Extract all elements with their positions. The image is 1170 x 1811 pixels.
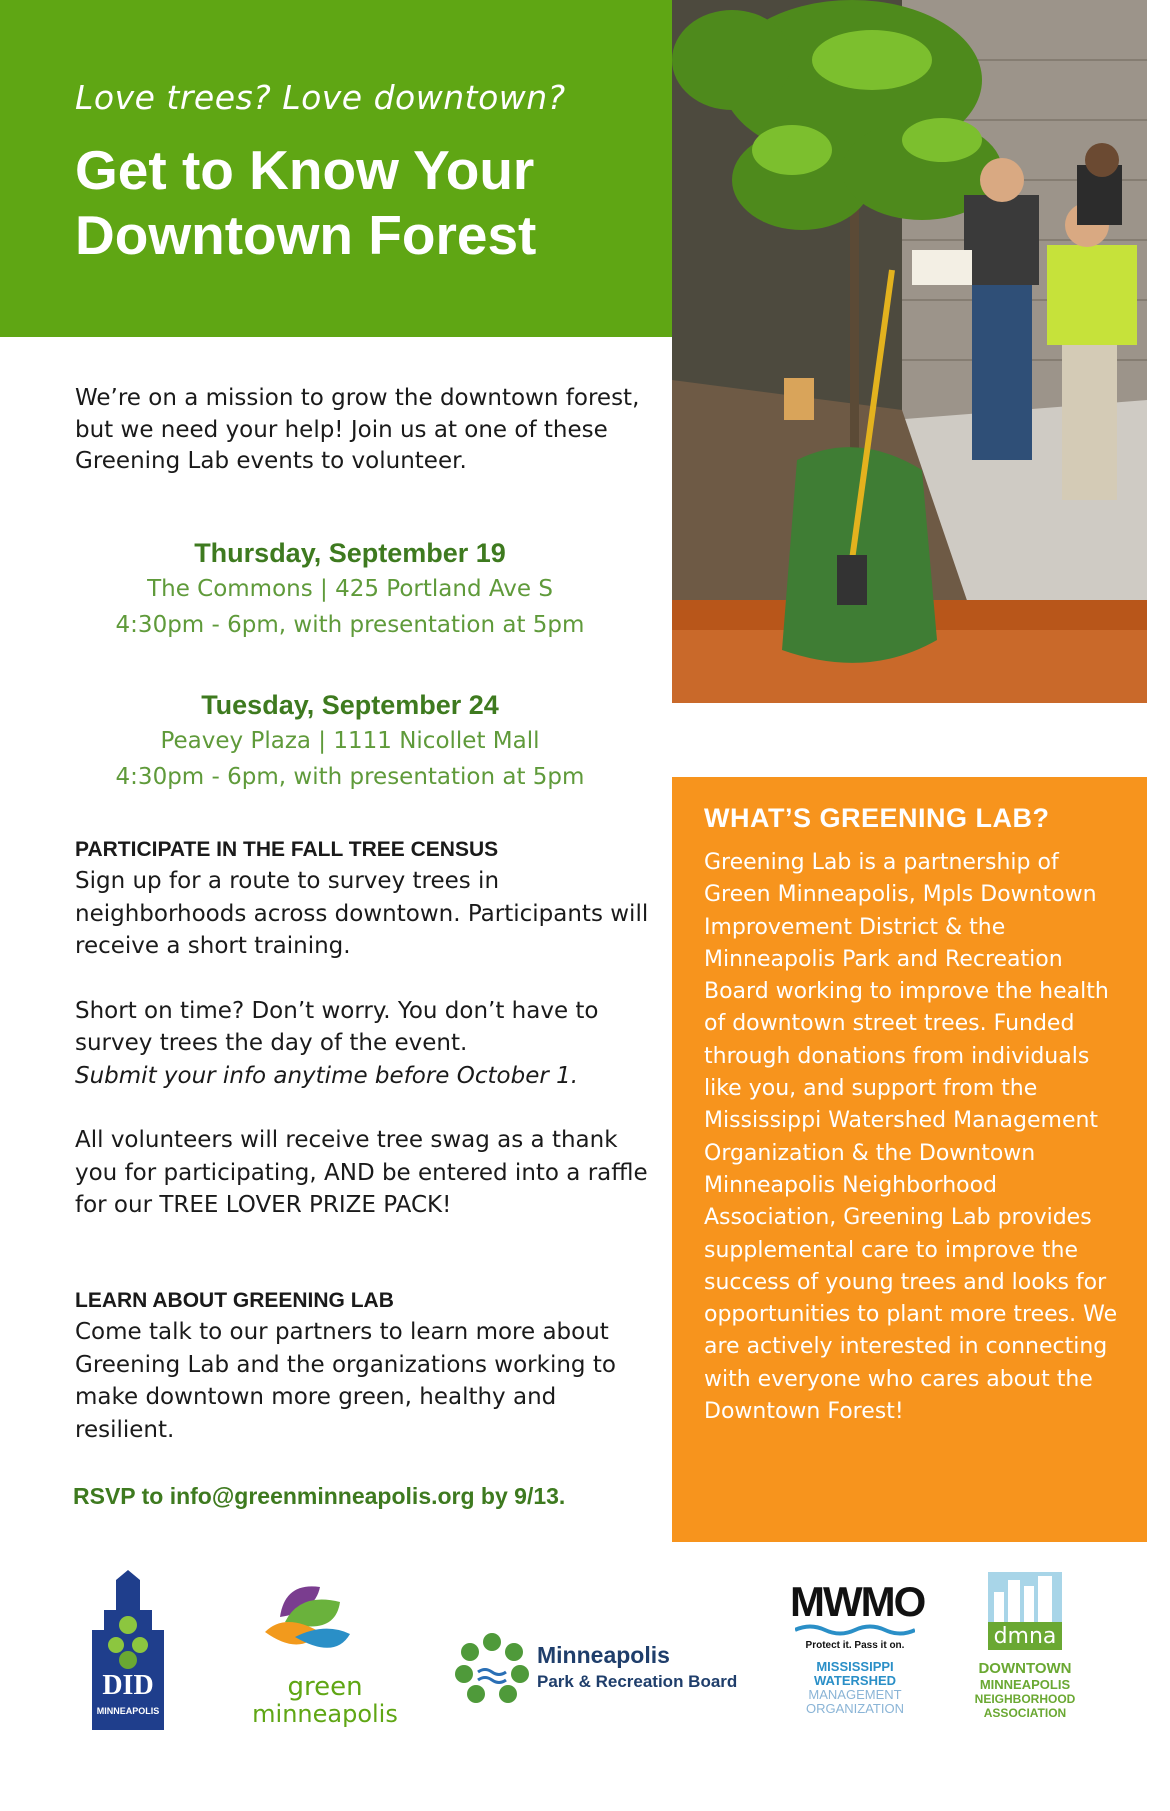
event-time: 4:30pm - 6pm, with presentation at 5pm (115, 764, 585, 790)
event-time: 4:30pm - 6pm, with presentation at 5pm (115, 612, 585, 638)
mprb-logo (452, 1630, 762, 1710)
mwmo-line2: WATERSHED (813, 1673, 897, 1688)
mprb-tree-ring-icon (452, 1630, 532, 1710)
mwmo-line3: MANAGEMENT (808, 1687, 902, 1702)
census-section (75, 835, 655, 1222)
mwmo-line4: ORGANIZATION (806, 1701, 904, 1716)
dmna-line1: DOWNTOWN (978, 1660, 1072, 1677)
sidebar-body: Greening Lab is a partnership of Green Minneapolis, Mpls Downtown Improvement District & the Minneapolis Park and Recreation Board working to improve the health of downtown street trees. Funded through donations from individuals like you, and support from the Mississippi Watershed Management Organization & the Downtown Minneapolis Neighborhood Association, Greening Lab provides supplemental care to improve the success of young trees and looks for opportunities to plant more trees. We are actively interested in connecting with everyone who cares about the Downtown Forest! (704, 850, 1118, 1425)
event-place: Peavey Plaza | 1111 Nicollet Mall (160, 728, 540, 754)
greening-lab-box (672, 777, 1147, 1542)
did-logo (82, 1570, 174, 1730)
learn-section (75, 1286, 655, 1446)
rsvp-line: RSVP to info@greenminneapolis.org by 9/13. (73, 1483, 566, 1509)
dmna-mark: dmna (993, 1624, 1057, 1649)
did-mark: DID (102, 1670, 154, 1701)
page-title: Get to Know Your Downtown Forest (75, 139, 537, 266)
photo-illustration (672, 0, 1147, 703)
census-heading: PARTICIPATE IN THE FALL TREE CENSUS (75, 838, 499, 861)
did-sub: MINNEAPOLIS (96, 1706, 160, 1716)
census-deadline: Submit your info anytime before October 1. (75, 1062, 579, 1089)
tagline: Love trees? Love downtown? (75, 78, 566, 117)
green-minneapolis-icon (225, 1572, 425, 1662)
mwmo-tag: Protect it. Pass it on. (805, 1640, 905, 1651)
event-day: Tuesday, September 24 (201, 690, 499, 720)
volunteers-tree-photo (672, 0, 1147, 703)
mwmo-wave-icon (795, 1623, 915, 1637)
census-paragraph-3: All volunteers will receive tree swag as a thank you for participating, AND be entered into a raffle for our TREE LOVER PRIZE PACK! (75, 1127, 648, 1218)
event-1 (75, 535, 625, 643)
mwmo-logo (790, 1578, 925, 1738)
learn-heading: LEARN ABOUT GREENING LAB (75, 1289, 394, 1312)
event-2 (75, 687, 625, 795)
census-paragraph-2 (75, 995, 655, 1093)
mwmo-mark: MWMO (790, 1578, 925, 1625)
census-paragraph-2-text: Short on time? Don’t worry. You don’t have to survey trees the day of the event. (75, 997, 599, 1056)
census-paragraph-1: Sign up for a route to survey trees in neighborhoods across downtown. Participants will receive a short training. (75, 868, 649, 959)
event-place: The Commons | 425 Portland Ave S (147, 576, 553, 602)
header-banner (0, 0, 672, 337)
mprb-line2: Park & Recreation Board (537, 1672, 738, 1691)
mprb-line1: Minneapolis (537, 1642, 670, 1668)
dmna-line4: ASSOCIATION (983, 1706, 1067, 1720)
dmna-logo (950, 1572, 1100, 1742)
dmna-line3: NEIGHBORHOOD (974, 1692, 1076, 1706)
dmna-line2: MINNEAPOLIS (979, 1677, 1071, 1692)
mwmo-line1: MISSISSIPPI (816, 1659, 894, 1674)
intro-paragraph: We’re on a mission to grow the downtown forest, but we need your help! Join us at one of these Greening Lab events to volunteer. (75, 385, 640, 474)
green-line1: green (287, 1672, 363, 1702)
event-day: Thursday, September 19 (194, 538, 506, 568)
learn-paragraph: Come talk to our partners to learn more about Greening Lab and the organizations working to make downtown more green, healthy and resilient. (75, 1319, 616, 1443)
sidebar-heading: WHAT’S GREENING LAB? (704, 803, 1050, 833)
green-line2: minneapolis (252, 1700, 398, 1728)
green-minneapolis-logo (225, 1572, 425, 1732)
